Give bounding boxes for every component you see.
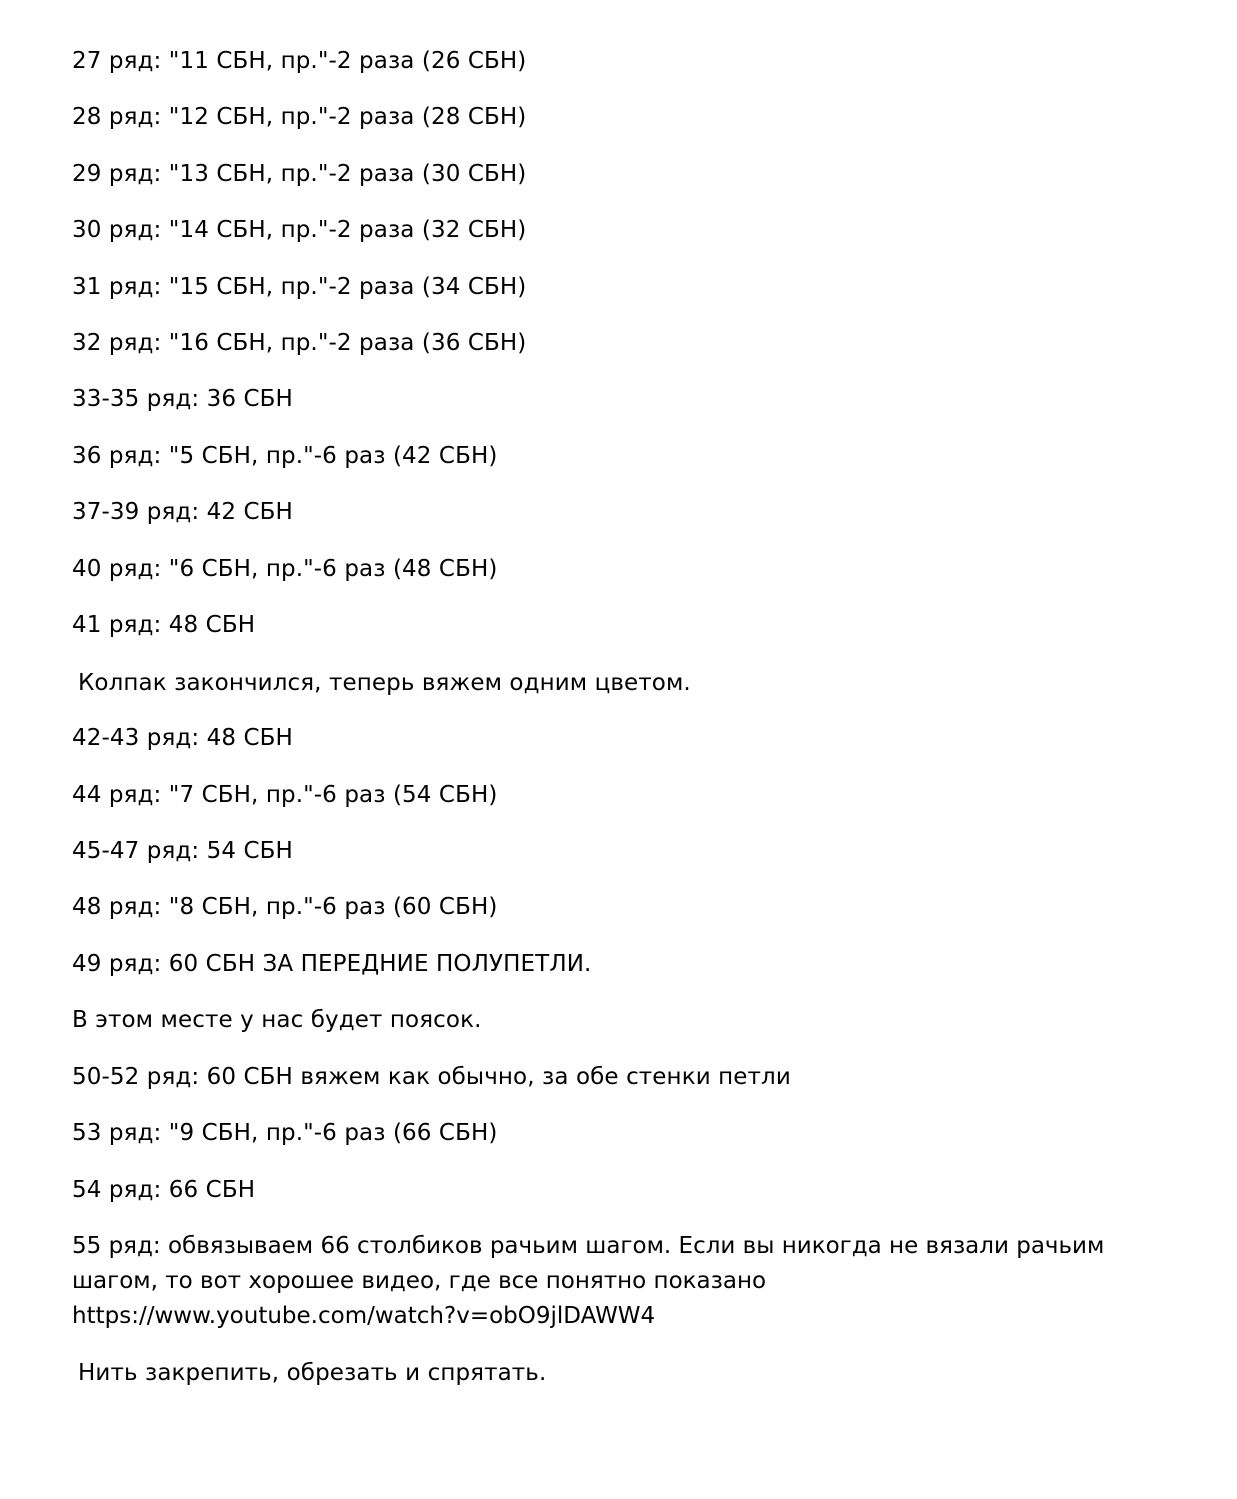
row-37-39: 37-39 ряд: 42 СБН [72, 499, 293, 525]
row-27: 27 ряд: "11 СБН, пр."-2 раза (26 СБН) [72, 48, 527, 74]
row-44: 44 ряд: "7 СБН, пр."-6 раз (54 СБН) [72, 782, 498, 808]
row-55-paragraph [72, 1229, 1152, 1334]
row-48: 48 ряд: "8 СБН, пр."-6 раз (60 СБН) [72, 894, 498, 920]
row-40: 40 ряд: "6 СБН, пр."-6 раз (48 СБН) [72, 556, 498, 582]
row-42-43: 42-43 ряд: 48 СБН [72, 725, 293, 751]
row-53: 53 ряд: "9 СБН, пр."-6 раз (66 СБН) [72, 1120, 498, 1146]
video-link[interactable]: https://www.youtube.com/watch?v=obO9jlDAWW4 [72, 1303, 656, 1329]
row-31: 31 ряд: "15 СБН, пр."-2 раза (34 СБН) [72, 274, 527, 300]
row-28: 28 ряд: "12 СБН, пр."-2 раза (28 СБН) [72, 104, 527, 130]
row-41: 41 ряд: 48 СБН [72, 612, 256, 638]
row-55-line-2: шагом, то вот хорошее видео, где все понятно показано [72, 1268, 767, 1294]
note-belt: В этом месте у нас будет поясок. [72, 1007, 482, 1033]
row-49: 49 ряд: 60 СБН ЗА ПЕРЕДНИЕ ПОЛУПЕТЛИ. [72, 951, 592, 977]
row-29: 29 ряд: "13 СБН, пр."-2 раза (30 СБН) [72, 161, 527, 187]
note-kolpak: Колпак закончился, теперь вяжем одним цветом. [78, 670, 691, 696]
row-36: 36 ряд: "5 СБН, пр."-6 раз (42 СБН) [72, 443, 498, 469]
row-55-line-1: 55 ряд: обвязываем 66 столбиков рачьим шагом. Если вы никогда не вязали рачьим [72, 1233, 1105, 1259]
closing-note: Нить закрепить, обрезать и спрятать. [78, 1360, 547, 1386]
row-45-47: 45-47 ряд: 54 СБН [72, 838, 293, 864]
row-32: 32 ряд: "16 СБН, пр."-2 раза (36 СБН) [72, 330, 527, 356]
row-50-52: 50-52 ряд: 60 СБН вяжем как обычно, за обе стенки петли [72, 1064, 791, 1090]
row-54: 54 ряд: 66 СБН [72, 1177, 256, 1203]
row-33-35: 33-35 ряд: 36 СБН [72, 386, 293, 412]
row-30: 30 ряд: "14 СБН, пр."-2 раза (32 СБН) [72, 217, 527, 243]
